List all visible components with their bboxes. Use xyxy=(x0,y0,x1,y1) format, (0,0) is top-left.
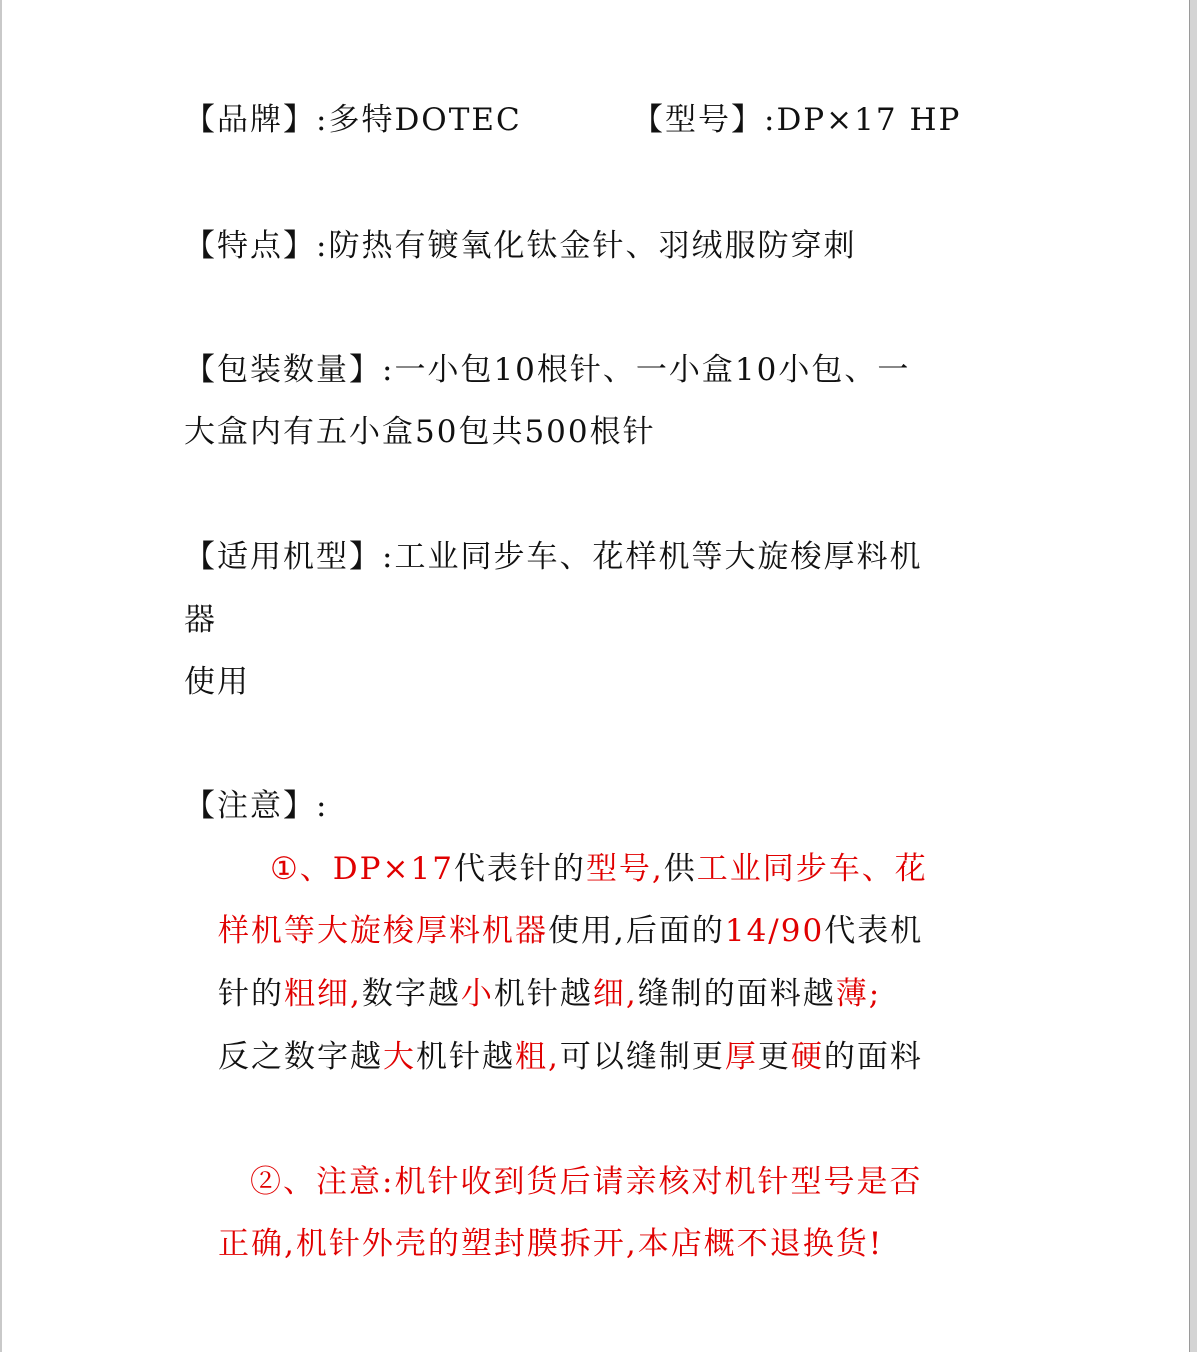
notice-label: 【注意】: xyxy=(184,788,329,824)
notice-item1-highlight: 薄; xyxy=(835,976,882,1012)
notice-item2-line-1 xyxy=(250,1162,922,1202)
notice-item1-size: 14/90 xyxy=(724,913,825,949)
notice-item1-highlight: 样机等大旋梭厚料机器 xyxy=(218,913,548,949)
applicable-text-1: 工业同步车、花样机等大旋梭厚料机 xyxy=(394,539,923,575)
notice-item2-text: 正确,机针外壳的塑封膜拆开,本店概不退换货! xyxy=(218,1226,884,1262)
notice-item1-line-2 xyxy=(218,911,923,951)
notice-item1-highlight: 硬 xyxy=(790,1039,824,1075)
model-line xyxy=(632,100,961,140)
notice-item1-highlight: 大 xyxy=(383,1039,416,1075)
notice-item1-text: 机针越 xyxy=(416,1039,515,1075)
packaging-label: 【包装数量】: xyxy=(184,352,395,388)
brand-label: 【品牌】: xyxy=(184,102,329,138)
packaging-text-1: 一小包10根针、一小盒10小包、一 xyxy=(394,352,911,388)
page-left-border xyxy=(0,0,2,1352)
applicable-text-2: 器 xyxy=(184,602,217,638)
notice-item1-text: 代表机 xyxy=(824,913,924,949)
feature-line xyxy=(184,226,856,266)
notice-item1-text: 代表针的 xyxy=(453,851,586,887)
notice-item1-highlight: 粗细, xyxy=(284,976,362,1012)
feature-value: 防热有镀氧化钛金针、羽绒服防穿刺 xyxy=(328,228,857,264)
model-value: DP×17 HP xyxy=(776,102,962,138)
notice-item1-highlight: 工业同步车、花 xyxy=(696,851,928,887)
notice-item2-text: 注意:机针收到货后请亲核对机针型号是否 xyxy=(316,1164,923,1200)
packaging-line-1 xyxy=(184,350,910,390)
notice-heading xyxy=(184,786,328,826)
notice-item1-text: 使用,后面的 xyxy=(548,913,725,949)
applicable-label: 【适用机型】: xyxy=(184,539,395,575)
notice-item1-text: 的面料 xyxy=(823,1039,923,1075)
notice-item1-line-4 xyxy=(218,1037,923,1077)
feature-label: 【特点】: xyxy=(184,228,329,264)
notice-item1-text: 针的 xyxy=(218,976,284,1012)
notice-item1-highlight: 小 xyxy=(460,976,494,1012)
notice-item1-model: ①、DP×17 xyxy=(270,851,454,887)
scrollbar-track[interactable] xyxy=(1190,0,1197,1352)
notice-item1-highlight: 厚 xyxy=(724,1039,758,1075)
notice-item1-highlight: 型号, xyxy=(585,851,664,887)
notice-item1-text: 可以缝制更 xyxy=(559,1039,725,1075)
notice-item1-text: 缝制的面料越 xyxy=(637,976,836,1012)
applicable-text-3: 使用 xyxy=(184,664,250,700)
notice-item1-line-3 xyxy=(218,974,881,1014)
notice-item1-highlight: 粗, xyxy=(515,1039,560,1075)
applicable-line-1 xyxy=(184,537,922,577)
brand-value: 多特DOTEC xyxy=(328,102,522,138)
brand-line xyxy=(184,100,522,140)
notice-item1-line-1 xyxy=(270,849,928,889)
notice-item1-text: 供 xyxy=(663,851,697,887)
notice-item2-marker: ②、 xyxy=(250,1164,316,1200)
applicable-line-2 xyxy=(184,600,217,640)
applicable-line-3 xyxy=(184,662,250,702)
packaging-line-2 xyxy=(184,412,656,452)
model-label: 【型号】: xyxy=(632,102,777,138)
notice-item1-text: 反之数字越 xyxy=(218,1039,383,1075)
notice-item1-text: 机针越 xyxy=(493,976,593,1012)
notice-item1-text: 数字越 xyxy=(361,976,461,1012)
notice-item2-line-2 xyxy=(218,1224,883,1264)
notice-item1-text: 更 xyxy=(757,1039,791,1075)
notice-item1-highlight: 细, xyxy=(592,976,638,1012)
packaging-text-2: 大盒内有五小盒50包共500根针 xyxy=(184,414,656,450)
